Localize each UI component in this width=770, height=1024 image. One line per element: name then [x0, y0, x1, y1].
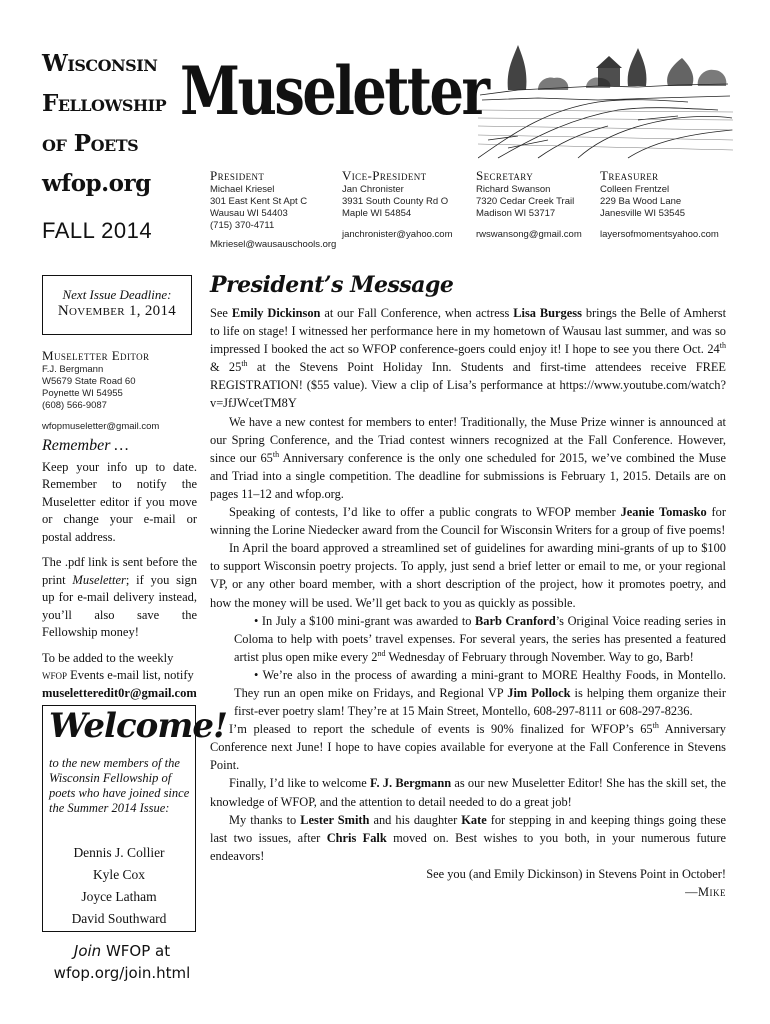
- officer-city: Wausau WI 54403: [210, 208, 288, 219]
- new-members-list: [43, 842, 195, 930]
- officer-email[interactable]: rwswansong@gmail.com: [476, 229, 582, 240]
- remember-p3: To be added to the weekly wfop Events e-mail list, notify museletteredit0r@gmail.com: [42, 650, 197, 700]
- officer-name: Michael Kriesel: [210, 184, 275, 195]
- deadline-date: November 1, 2014: [57, 303, 177, 319]
- message-paragraph: Speaking of contests, I’d like to offer a public congrats to WFOP member Jeanie Tomasko for winning the Lorine Niedecker award from the Council for Wisconsin Writers for a group of five poems!: [210, 505, 726, 538]
- officer-name: Colleen Frentzel: [600, 184, 670, 195]
- editor-address: W5679 State Road 60: [42, 376, 136, 387]
- message-paragraph: Finally, I’d like to welcome F. J. Bergmann as our new Museletter Editor! She has the skill set, the knowledge of WFOP, and the attention to detail needed to do a great job!: [210, 776, 726, 809]
- member-name: David Southward: [71, 911, 167, 926]
- remember-section: [42, 437, 197, 710]
- deadline-label: Next Issue Deadline:: [62, 287, 172, 302]
- message-paragraph: In April the board approved a streamlined set of guidelines for awarding mini-grants of up to $100 to support Wisconsin poetry projects. To apply, just send a brief letter or email to me, or your regional VP, or any other board member, with a short description of the project, how it promotes poetry, and how the money will be used. We’ll get back to you as quickly as possible.: [210, 541, 726, 610]
- message-paragraph: We have a new contest for members to enter! Traditionally, the Muse Prize winner is announced at our Spring Conference, and the Triad contest winners recognized at the Fall Conference. However, since our 65th Anniversary conference is the only one scheduled for 2015, we’ve combined the Muse and Triad into a single competition. The deadline for submissions is February 1, 2015. Details are on pages 11–12 and wfop.org.: [210, 414, 726, 501]
- join-link[interactable]: wfop.org/join.html: [53, 964, 191, 982]
- join-callout: Join WFOP at wfop.org/join.html: [42, 940, 202, 984]
- message-title: President’s Message: [210, 272, 454, 298]
- website: wfop.org: [42, 170, 151, 197]
- officer-role: Treasurer: [600, 168, 659, 183]
- officer-role: President: [210, 168, 265, 183]
- editor-email[interactable]: wfopmuseletter@gmail.com: [42, 421, 160, 432]
- remember-p1: Keep your info up to date. Remember to notify the Museletter editor if you move or change your e-mail or postal address.: [42, 459, 197, 544]
- editor-name: F.J. Bergmann: [42, 364, 104, 375]
- presidents-message: [210, 304, 726, 901]
- officer-treasurer: [600, 170, 719, 241]
- deadline-box: [42, 275, 192, 335]
- member-name: Kyle Cox: [92, 867, 146, 882]
- officer-vice-president: [342, 170, 453, 241]
- events-email[interactable]: museletteredit0r@gmail.com: [42, 685, 197, 700]
- editor-role: Museletter Editor: [42, 348, 150, 363]
- member-name: Dennis J. Collier: [73, 845, 165, 860]
- welcome-intro: to the new members of the Wisconsin Fellowship of poets who have joined since the Summer 2014 Issue:: [49, 756, 190, 815]
- org-line-2: Fellowship: [42, 90, 167, 117]
- officer-address: 301 East Kent St Apt C: [210, 196, 308, 207]
- remember-heading: Remember …: [42, 437, 129, 454]
- editor-phone: (608) 566-9087: [42, 400, 107, 411]
- officer-phone: (715) 370-4711: [210, 220, 275, 231]
- officer-address: 229 Ba Wood Lane: [600, 196, 682, 207]
- officer-email[interactable]: janchronister@yahoo.com: [342, 229, 453, 240]
- landscape-illustration: [478, 40, 733, 160]
- editor-city: Poynette WI 54955: [42, 388, 123, 399]
- welcome-title: Welcome!: [49, 706, 227, 746]
- editor-contact: [42, 350, 197, 433]
- officer-city: Janesville WI 53545: [600, 208, 686, 219]
- officer-president: [210, 170, 336, 251]
- officer-name: Jan Chronister: [342, 184, 404, 195]
- message-paragraph: See Emily Dickinson at our Fall Conference, when actress Lisa Burgess brings the Belle of Amherst to life on stage! I witnessed her performance here in my hometown of Wausau last summer, and was so impressed I booked the act so WFOP conference-goers could enjoy it! I hope to see you there Oct. 24th & 25th at the Stevens Point Holiday Inn. Students and first-time attendees receive FREE REGISTRATION! ($55 value). View a clip of Lisa’s performance at https://www.youtube.com/watch?v=JfJWcetTM8Y: [210, 306, 727, 411]
- message-paragraph: I’m pleased to report the schedule of events is 90% finalized for WFOP’s 65th Anniversary Conference next June! I hope to have copies available for everyone at the Fall Conference in Stevens Point.: [210, 721, 726, 773]
- officer-name: Richard Swanson: [476, 184, 551, 195]
- newsletter-title: Museletter: [180, 52, 488, 130]
- officer-address: 7320 Cedar Creek Trail: [476, 196, 575, 207]
- org-line-1: Wisconsin: [42, 50, 158, 77]
- org-line-3: of Poets: [42, 130, 139, 157]
- officer-address: 3931 South County Rd O: [342, 196, 449, 207]
- officer-city: Madison WI 53717: [476, 208, 556, 219]
- message-bullet: • In July a $100 mini-grant was awarded to Barb Cranford’s Original Voice reading series in Coloma to help with poets’ travel expenses. For several years, the series has presented a featured artist plus open mike every 2nd Wednesday of February through November. Way to go, Barb!: [234, 613, 726, 664]
- message-paragraph: My thanks to Lester Smith and his daughter Kate for stepping in and keeping things going these last two issues, after Chris Falk moved on. Best wishes to you both, in your numerous future endeavors!: [210, 812, 727, 863]
- officer-role: Vice-President: [342, 168, 427, 183]
- officer-secretary: [476, 170, 582, 241]
- organization-name: [42, 44, 192, 204]
- message-signature: —Mike: [685, 885, 726, 899]
- officer-city: Maple WI 54854: [342, 208, 412, 219]
- issue-label: FALL 2014: [42, 218, 153, 243]
- officer-role: Secretary: [476, 168, 534, 183]
- welcome-box: [42, 705, 227, 932]
- officer-email[interactable]: Mkriesel@wausauschools.org: [210, 239, 337, 250]
- remember-p2: The .pdf link is sent before the print Museletter; if you sign up for e-mail delivery instead, you’ll also save the Fellowship money!: [42, 555, 198, 639]
- message-closing: See you (and Emily Dickinson) in Stevens Point in October!: [426, 866, 726, 881]
- member-name: Joyce Latham: [81, 889, 157, 904]
- message-bullet: • We’re also in the process of awarding a mini-grant to MORE Healthy Foods, in Montello. They run an open mike on Fridays, and Regional VP Jim Pollock is helping them organize their first-ever poetry slam! They’re at 15 Main Street, Montello, 608-297-8111 or 608-297-8236.: [234, 667, 726, 719]
- officer-email[interactable]: layersofmomentsyahoo.com: [600, 229, 719, 240]
